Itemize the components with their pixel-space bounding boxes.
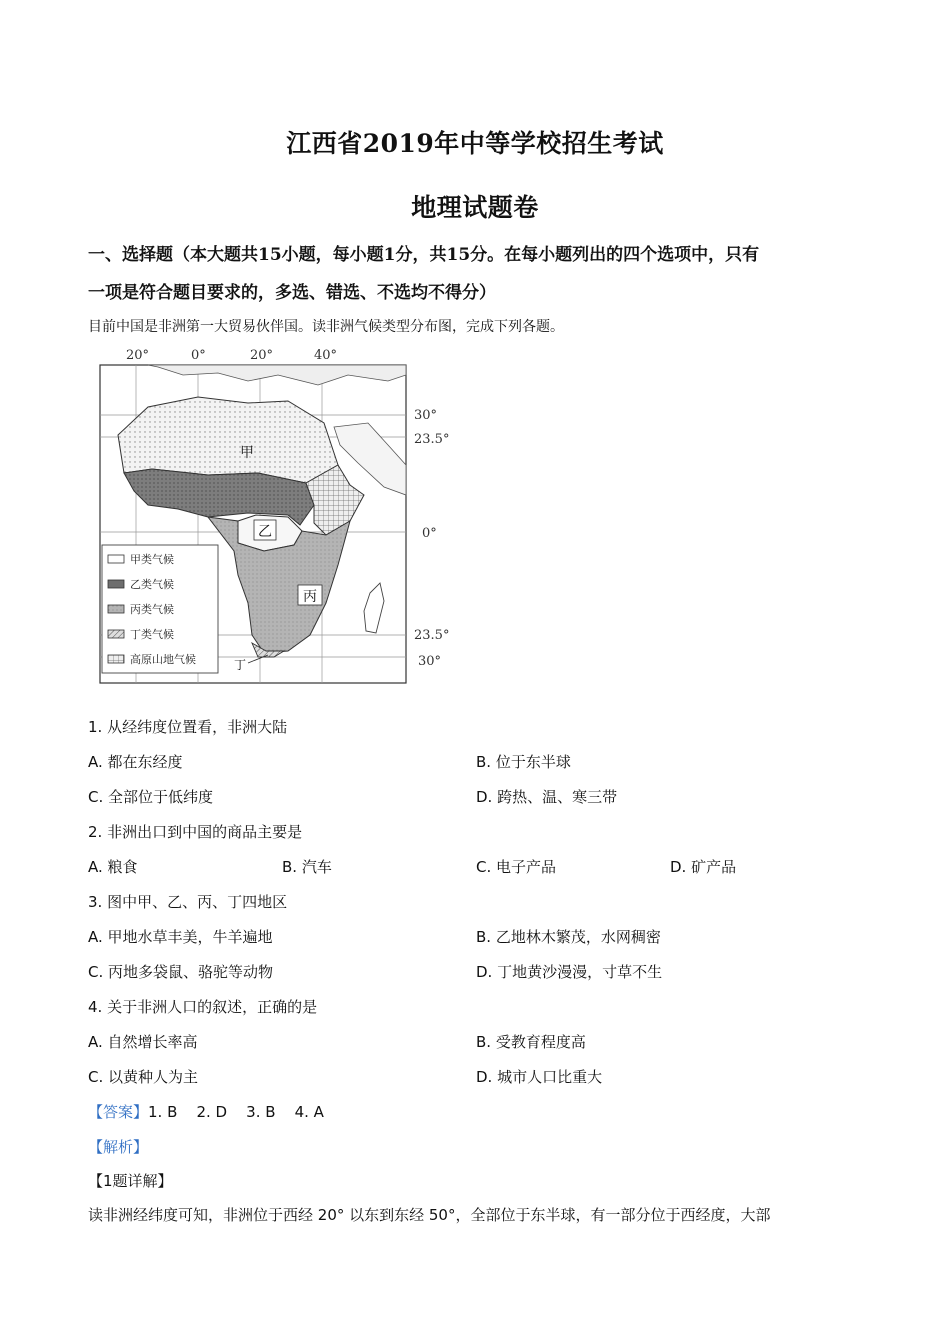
lat-label-1: 30° <box>414 408 438 423</box>
map-legend <box>102 545 218 673</box>
question-3 <box>88 891 868 915</box>
question-2-stem: 2. 非洲出口到中国的商品主要是 <box>88 823 303 841</box>
q2-option-a: A. 粮食 <box>88 858 138 876</box>
q1-option-d: D. 跨热、温、寒三带 <box>476 788 618 806</box>
question-3-options-row2 <box>88 961 868 985</box>
lat-label-4: 23.5° <box>414 628 450 643</box>
region-label-ding: 丁 <box>234 658 247 672</box>
question-2-options <box>88 856 868 880</box>
lon-label-3: 20° <box>250 348 274 363</box>
q3-option-b: B. 乙地林木繁茂，水网稠密 <box>476 928 661 946</box>
question-2 <box>88 821 868 845</box>
analysis-label: 【解析】 <box>88 1138 149 1156</box>
q2-option-c: C. 电子产品 <box>476 858 557 876</box>
question-1-options-row2 <box>88 786 868 810</box>
q4-option-a: A. 自然增长率高 <box>88 1033 198 1051</box>
question-4-stem: 4. 关于非洲人口的叙述，正确的是 <box>88 998 318 1016</box>
q1-option-c: C. 全部位于低纬度 <box>88 788 214 806</box>
lon-label-2: 0° <box>191 348 206 363</box>
question-4 <box>88 996 868 1020</box>
question-1 <box>88 716 868 740</box>
lat-label-5: 30° <box>418 654 442 669</box>
lat-label-2: 23.5° <box>414 432 450 447</box>
intro-text: 目前中国是非洲第一大贸易伙伴国。读非洲气候类型分布图，完成下列各题。 <box>88 319 564 335</box>
lat-label-3: 0° <box>422 526 437 541</box>
document-subtitle: 地理试题卷 <box>411 193 539 222</box>
answer-line <box>88 1101 868 1125</box>
legend-item-3: 丙类气候 <box>130 603 174 616</box>
analysis-line <box>88 1136 868 1160</box>
section-heading-line1: 一、选择题（本大题共15小题，每小题1分，共15分。在每小题列出的四个选项中，只有 <box>88 245 760 265</box>
legend-item-4: 丁类气候 <box>130 628 174 641</box>
q1-option-a: A. 都在东经度 <box>88 753 183 771</box>
q1-option-b: B. 位于东半球 <box>476 753 571 771</box>
q4-option-b: B. 受教育程度高 <box>476 1033 586 1051</box>
legend-item-2: 乙类气候 <box>130 578 174 591</box>
q4-option-d: D. 城市人口比重大 <box>476 1068 603 1086</box>
region-label-jia: 甲 <box>240 445 254 461</box>
answer-label: 【答案】 <box>88 1103 149 1121</box>
q3-option-c: C. 丙地多袋鼠、骆驼等动物 <box>88 963 274 981</box>
question-4-options-row1 <box>88 1031 868 1055</box>
q2-option-b: B. 汽车 <box>282 858 332 876</box>
legend-item-5: 高原山地气候 <box>130 653 196 666</box>
detail-paragraph: 读非洲经纬度可知，非洲位于西经 20° 以东到东经 50°，全部位于东半球，有一部分位于西经度，大部 <box>88 1206 771 1224</box>
legend-item-1: 甲类气候 <box>130 553 174 566</box>
question-3-stem: 3. 图中甲、乙、丙、丁四地区 <box>88 893 288 911</box>
africa-climate-map <box>88 345 468 685</box>
detail-label: 【1题详解】 <box>88 1172 173 1190</box>
q3-option-d: D. 丁地黄沙漫漫，寸草不生 <box>476 963 663 981</box>
q4-option-c: C. 以黄种人为主 <box>88 1068 199 1086</box>
q3-option-a: A. 甲地水草丰美，牛羊遍地 <box>88 928 273 946</box>
detail-heading-line <box>88 1170 868 1194</box>
question-4-options-row2 <box>88 1066 868 1090</box>
region-label-yi: 乙 <box>258 524 272 540</box>
question-1-options-row1 <box>88 751 868 775</box>
question-1-stem: 1. 从经纬度位置看，非洲大陆 <box>88 718 288 736</box>
lon-label-1: 20° <box>126 348 150 363</box>
document-title: 江西省2019年中等学校招生考试 <box>286 129 664 158</box>
question-3-options-row1 <box>88 926 868 950</box>
lon-label-4: 40° <box>314 348 338 363</box>
q2-option-d: D. 矿产品 <box>670 858 737 876</box>
section-heading-line2: 一项是符合题目要求的，多选、错选、不选均不得分） <box>88 283 496 303</box>
answer-text: 1. B 2. D 3. B 4. A <box>148 1103 324 1121</box>
region-label-bing: 丙 <box>303 589 317 605</box>
